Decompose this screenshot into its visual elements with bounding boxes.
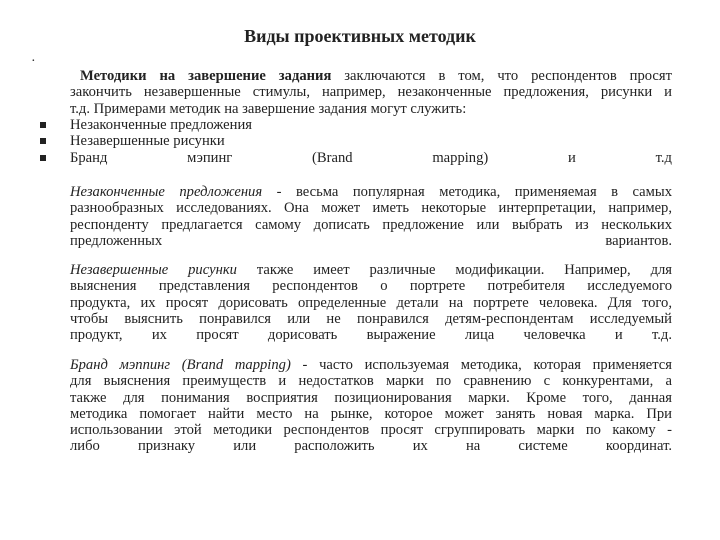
paragraph-lead: Незаконченные предложения <box>70 184 263 200</box>
bullet-item: Незаконченные предложения <box>40 117 672 133</box>
square-bullet-icon <box>40 138 46 144</box>
paragraph-unfinished-drawings: Незавершенные рисунки также имеет различные модификации. Например, для выяснения представления респондентов о портрете потребителя исследуемого продукта, их просят дорисовать определенные детали на портрете человека. Для того, чтобы выяснить понравился или не понравился детям-респондентам исследуемый продукт, их просят дорисовать выражение лица человечка и т.д. <box>70 262 672 344</box>
intro-line: Методики на завершение задания заключаются в том, что респондентов просят <box>80 68 672 84</box>
intro-line: т.д. Примерами методик на завершение задания могут служить: <box>70 100 467 117</box>
bullet-item: Незавершенные рисунки <box>40 133 672 149</box>
paragraph-unfinished-sentences: Незаконченные предложения - весьма популярная методика, применяемая в самых разнообразных исследованиях. Она может иметь некоторые интерпретации, например, респонденту предлагается самому дописать предложение или выбрать из нескольких предложенных вариантов. <box>70 184 672 249</box>
bullet-item: Бранд мэпинг (Brand mapping) и т.д <box>40 150 672 166</box>
square-bullet-icon <box>40 122 46 128</box>
bullet-list <box>40 117 672 166</box>
intro-bold-lead: Методики на завершение задания <box>80 68 332 84</box>
intro-line: закончить незавершенные стимулы, например, незаконченные предложения, рисунки и <box>70 84 672 101</box>
paragraph-brand-mapping: Бранд мэппинг (Brand mapping) - часто используемая методика, которая применяется для выяснения преимуществ и недостатков марки по сравнению с конкурентами, а также для понимания восприятия позиционирования марки. Кроме того, данная методика помогает найти место на рынке, которое может занять новая марка. При использовании этой методики респондентов просят сгруппировать марки по какому - либо признаку или расположить их на системе координат. <box>70 357 672 455</box>
intro-paragraph <box>70 68 672 117</box>
paragraph-lead: Бранд мэппинг (Brand mapping) <box>70 357 291 373</box>
square-bullet-icon <box>40 155 46 161</box>
paragraph-lead: Незавершенные рисунки <box>70 262 237 278</box>
stray-bullet-dot: · <box>31 54 36 69</box>
page-title: Виды проективных методик <box>244 26 476 46</box>
